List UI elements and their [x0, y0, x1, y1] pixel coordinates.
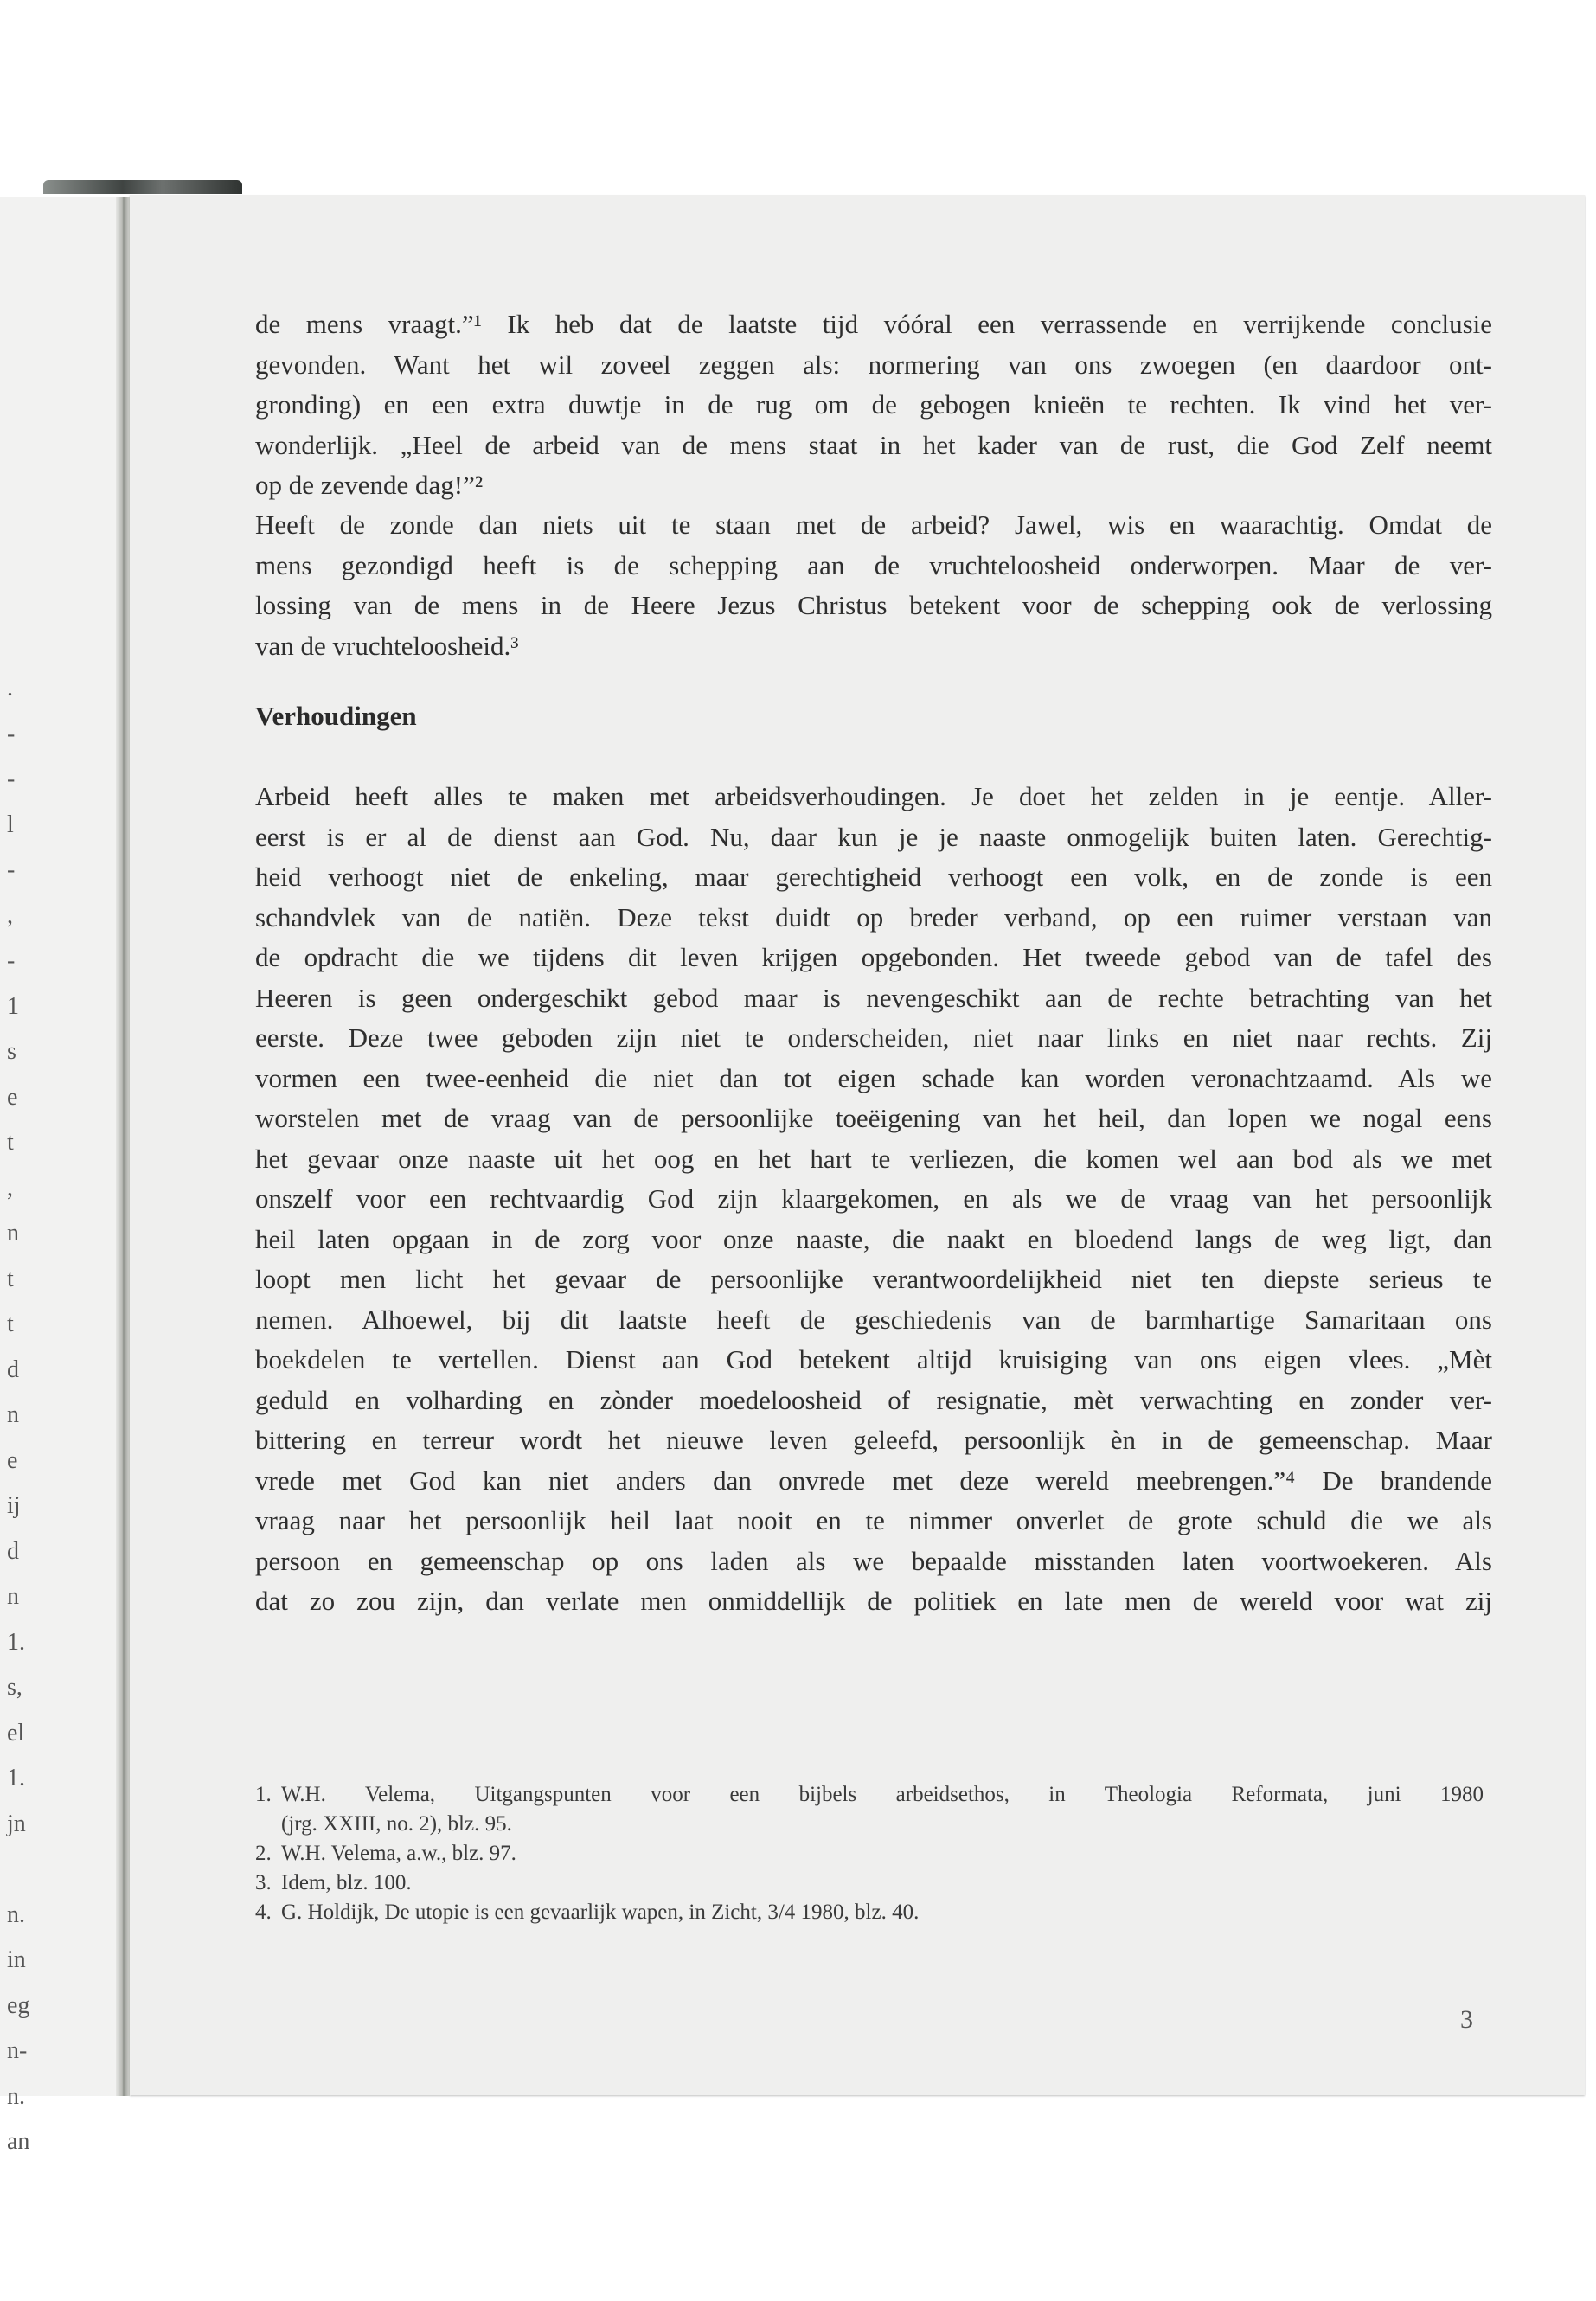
footnotes: [255, 1780, 1484, 1927]
footnote-number: 2.: [255, 1842, 272, 1865]
footnote-text: W.H. Velema, Uitgangspunten voor een bijbels arbeidsethos, in Theologia Reformata, juni 1980: [281, 1783, 1484, 1806]
margin-fragment: .: [7, 675, 13, 702]
text-line: het gevaar onze naaste uit het oog en het hart te verliezen, die komen wel aan bod als we met: [255, 1143, 1492, 1174]
margin-fragment: s: [7, 1038, 16, 1065]
text-line: Arbeid heeft alles te maken met arbeidsverhoudingen. Je doet het zelden in je eentje. Aller-: [255, 781, 1492, 811]
left-page-text-fragments: [7, 666, 33, 2165]
footnote: [255, 1839, 1484, 1868]
margin-fragment: d: [7, 1537, 19, 1565]
margin-fragment: 1.: [7, 1765, 25, 1791]
margin-fragment: in: [7, 1946, 26, 1973]
text-line: gevonden. Want het wil zoveel zeggen als: normering van ons zwoegen (en daardoor ont-: [255, 349, 1492, 380]
text-line: heil laten opgaan in de zorg voor onze naaste, die naakt en bloedend langs de weg ligt, dan: [255, 1223, 1492, 1254]
margin-fragment: -: [7, 720, 16, 747]
margin-fragment: ,: [7, 901, 13, 929]
text-line: op de zevende dag!”²: [255, 470, 484, 500]
footnote-number: 4.: [255, 1900, 272, 1924]
margin-fragment: t: [7, 1265, 14, 1292]
paragraph-3: [255, 777, 1492, 1622]
text-line: eerst is er al de dienst aan God. Nu, daar kun je je naaste onmogelijk buiten laten. Gerechtig-: [255, 821, 1492, 852]
text-line: Heeft de zonde dan niets uit te staan met de arbeid? Jawel, wis en waarachtig. Omdat de: [255, 510, 1492, 540]
footnote-number: 3.: [255, 1871, 272, 1894]
margin-fragment: n-: [7, 2037, 28, 2064]
margin-fragment: 1: [7, 992, 19, 1020]
margin-fragment: n.: [7, 1900, 25, 1928]
margin-fragment: eg: [7, 1991, 30, 2019]
section-heading: Verhoudingen: [255, 701, 417, 731]
text-line: bittering en terreur wordt het nieuwe leven geleefd, persoonlijk èn in de gemeenschap. Maar: [255, 1425, 1492, 1455]
text-line: boekdelen te vertellen. Dienst aan God betekent altijd kruisiging van ons eigen vlees. „Mèt: [255, 1344, 1492, 1375]
margin-fragment: e: [7, 1083, 18, 1111]
text-line: mens gezondigd heeft is de schepping aan de vruchteloosheid onderworpen. Maar de ver-: [255, 549, 1492, 580]
margin-fragment: ij: [7, 1492, 21, 1519]
text-line: vormen een twee-eenheid die niet dan tot eigen schade kan worden veronachtzaamd. Als we: [255, 1062, 1492, 1093]
text-line: persoon en gemeenschap op ons laden als we bepaalde misstanden laten voortwoekeren. Als: [255, 1545, 1492, 1576]
page-number: 3: [1460, 2005, 1473, 2034]
margin-fragment: e: [7, 1446, 18, 1474]
paragraph-1: [255, 304, 1492, 506]
paragraph-2: [255, 505, 1492, 666]
text-line: vraag naar het persoonlijk heil laat nooit en te nimmer onverlet de grote schuld die we als: [255, 1505, 1492, 1535]
text-line: vrede met God kan niet anders dan onvrede met deze wereld meebrengen.”⁴ De brandende: [255, 1465, 1492, 1496]
text-line: schandvlek van de natiën. Deze tekst duidt op breder verband, op een ruimer verstaan van: [255, 901, 1492, 933]
margin-fragment: s,: [7, 1674, 22, 1701]
margin-fragment: n: [7, 1401, 19, 1428]
margin-fragment: jn: [7, 1810, 26, 1837]
book-gutter: [116, 197, 130, 2096]
text-line: geduld en volharding en zònder moedeloosheid of resignatie, mèt verwachting en zonder ver-: [255, 1384, 1492, 1415]
margin-fragment: an: [7, 2128, 30, 2155]
footnote-number: 1.: [255, 1783, 272, 1806]
text-line: onszelf voor een rechtvaardig God zijn klaargekomen, en als we de vraag van het persoonlijk: [255, 1183, 1492, 1214]
footnote: [255, 1780, 1484, 1839]
footnote-text: Idem, blz. 100.: [281, 1871, 412, 1894]
footnote-text: G. Holdijk, De utopie is een gevaarlijk wapen, in Zicht, 3/4 1980, blz. 40.: [281, 1900, 920, 1924]
margin-fragment: l: [7, 811, 14, 838]
margin-fragment: ,: [7, 1174, 13, 1202]
text-line: Heeren is geen ondergeschikt gebod maar is nevengeschikt aan de rechte betrachting van het: [255, 982, 1492, 1013]
margin-fragment: t: [7, 1129, 14, 1156]
margin-fragment: -: [7, 766, 16, 792]
footnote-text: W.H. Velema, a.w., blz. 97.: [281, 1842, 516, 1865]
text-line: lossing van de mens in de Heere Jezus Christus betekent voor de schepping ook de verlossing: [255, 590, 1492, 620]
text-line: heid verhoogt niet de enkeling, maar gerechtigheid verhoogt een volk, en de zonde is een: [255, 862, 1492, 892]
margin-fragment: t: [7, 1311, 14, 1337]
margin-fragment: n: [7, 1220, 19, 1247]
text-line: loopt men licht het gevaar de persoonlijke verantwoordelijkheid niet ten diepste serieus te: [255, 1264, 1492, 1294]
margin-fragment: -: [7, 856, 16, 883]
text-line: de mens vraagt.”¹ Ik heb dat de laatste tijd vóóral een verrassende en verrijkende conclusie: [255, 309, 1492, 339]
text-line: gronding) en een extra duwtje in de rug om de gebogen knieën te rechten. Ik vind het ver-: [255, 389, 1492, 420]
margin-fragment: n.: [7, 2082, 25, 2110]
text-line: de opdracht die we tijdens dit leven krijgen opgebonden. Het tweede gebod van de tafel des: [255, 942, 1492, 972]
margin-fragment: -: [7, 947, 16, 974]
text-line: worstelen met de vraag van de persoonlijke toeëigening van het heil, dan lopen we nogal eens: [255, 1103, 1492, 1133]
footnote-text: (jrg. XXIII, no. 2), blz. 95.: [281, 1812, 512, 1836]
footnote: [255, 1898, 1484, 1927]
text-line: eerste. Deze twee geboden zijn niet te onderscheiden, niet naar links en niet naar rechts. Zij: [255, 1022, 1492, 1053]
text-line: dat zo zou zijn, dan verlate men onmiddellijk de politiek en late men de wereld voor wat zij: [255, 1586, 1492, 1616]
text-line: wonderlijk. „Heel de arbeid van de mens staat in het kader van de rust, die God Zelf neemt: [255, 429, 1492, 460]
margin-fragment: 1.: [7, 1628, 25, 1656]
margin-fragment: [7, 1847, 33, 1893]
margin-fragment: d: [7, 1356, 19, 1383]
text-line: nemen. Alhoewel, bij dit laatste heeft de geschiedenis van de barmhartige Samaritaan ons: [255, 1304, 1492, 1335]
text-line: van de vruchteloosheid.³: [255, 630, 519, 661]
binding-tape: [43, 180, 242, 194]
margin-fragment: el: [7, 1719, 25, 1747]
footnote: [255, 1868, 1484, 1898]
margin-fragment: n: [7, 1583, 19, 1610]
